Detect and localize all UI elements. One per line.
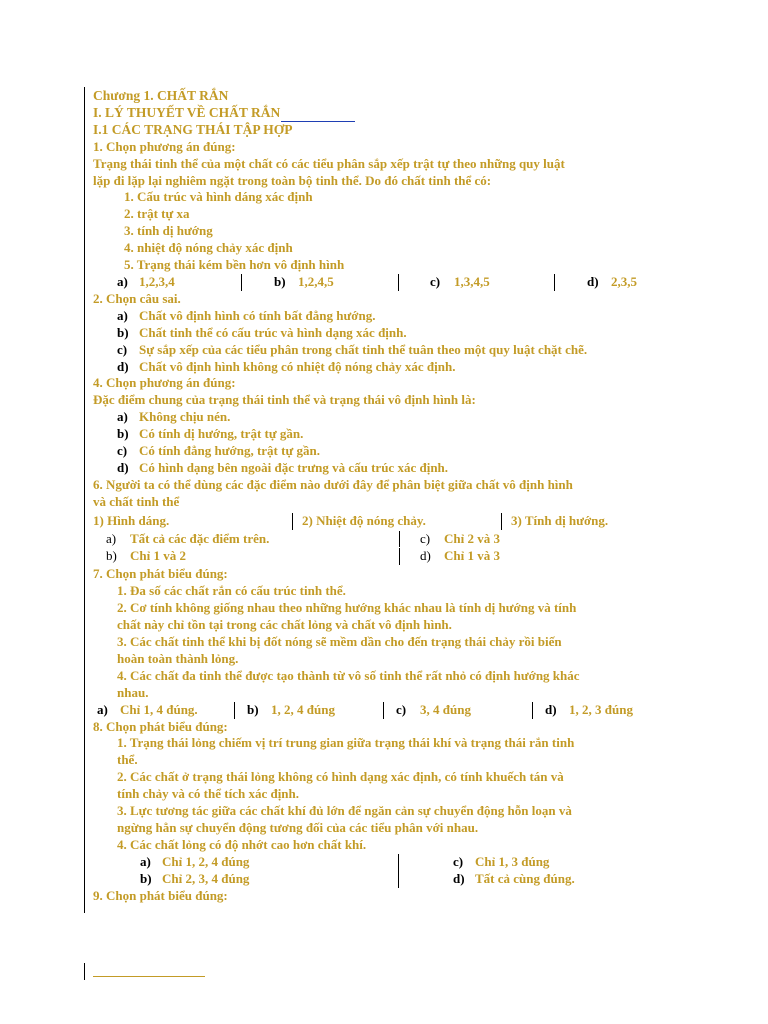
document-body: [93, 88, 683, 905]
answer-text: Không chịu nén.: [139, 409, 231, 425]
q1-answer-c[interactable]: [399, 274, 555, 291]
answer-text: Chỉ 1, 4 đúng.: [120, 701, 198, 717]
answer-label: b): [247, 701, 259, 717]
answer-text: Chất vô định hình có tính bất đẳng hướng.: [139, 307, 376, 323]
answer-text: 1,2,4,5: [298, 273, 334, 289]
q8-statement-1b: thể.: [117, 752, 138, 768]
answer-label: a): [117, 307, 128, 323]
answer-text: 3, 4 đúng: [420, 701, 471, 717]
answer-text: Chỉ 1 và 3: [444, 548, 500, 564]
answer-text: 1, 2, 4 đúng: [271, 701, 335, 717]
answer-text: Có hình dạng bên ngoài đặc trưng và cấu trúc xác định.: [139, 459, 449, 475]
answer-text: Có tính dị hướng, trật tự gần.: [139, 426, 304, 442]
answer-label: b): [274, 273, 286, 289]
q6-property-2: 2) Nhiệt độ nóng chảy.: [293, 513, 502, 530]
answer-text: Chất vô định hình không có nhiệt độ nóng chảy xác định.: [139, 358, 456, 374]
q1-item: 5. Trạng thái kém bền hơn vô định hình: [124, 257, 345, 273]
q6-answer-a[interactable]: [106, 531, 400, 548]
answer-label: d): [117, 358, 129, 374]
q8-statement-2b: tính chảy và có thể tích xác định.: [117, 786, 300, 802]
answer-text: 2,3,5: [611, 273, 637, 289]
answer-text: Sự sắp xếp của các tiểu phân trong chất tinh thể tuân theo một quy luật chặt chẽ.: [139, 341, 588, 357]
q2-answer-c[interactable]: [93, 342, 683, 359]
section-title-text: I. LÝ THUYẾT VỀ CHẤT RẮN: [93, 104, 281, 120]
q4-answer-d[interactable]: [93, 460, 683, 477]
q8-answers-row1: [93, 854, 683, 871]
q1-answers: [93, 274, 683, 291]
q8-answer-b[interactable]: [140, 871, 399, 888]
q2-answer-b[interactable]: [93, 325, 683, 342]
q1-title: 1. Chọn phương án đúng:: [93, 138, 236, 154]
q6-title-line2: và chất tinh thể: [93, 493, 180, 509]
answer-text: Tất cả các đặc điểm trên.: [130, 530, 270, 546]
answer-text: Chỉ 2, 3, 4 đúng: [162, 870, 250, 886]
q6-answers-row1: [93, 531, 683, 548]
answer-label: b): [117, 324, 129, 340]
answer-text: Chất tinh thể có cấu trúc và hình dạng xác định.: [139, 324, 407, 340]
answer-label: a): [140, 853, 151, 869]
q6-property-1: 1) Hình dáng.: [93, 513, 293, 530]
q4-text: Đặc điểm chung của trạng thái tinh thể và trạng thái vô định hình là:: [93, 392, 476, 408]
q1-item: 1. Cấu trúc và hình dáng xác định: [124, 189, 313, 205]
answer-label: a): [97, 701, 108, 717]
footnote-separator: [93, 976, 205, 977]
answer-label: d): [453, 870, 465, 886]
q7-statement-1: 1. Đa số các chất rắn có cấu trúc tinh thể.: [117, 583, 346, 599]
answer-label: d): [587, 273, 599, 289]
q8-answer-c[interactable]: [399, 854, 549, 871]
q7-answers: [97, 702, 683, 719]
answer-text: Tất cả cùng đúng.: [475, 870, 575, 886]
q7-answer-a[interactable]: [97, 702, 235, 719]
q6-answers-row2: [93, 548, 683, 565]
chapter-title: Chương 1. CHẤT RẮN: [93, 88, 229, 103]
q6-answer-b[interactable]: [106, 548, 400, 565]
answer-label: c): [430, 273, 441, 289]
q6-property-3: 3) Tính dị hướng.: [511, 512, 609, 528]
q9-title: 9. Chọn phát biểu đúng:: [93, 887, 228, 903]
answer-label: a): [106, 530, 117, 546]
q4-answer-a[interactable]: [93, 409, 683, 426]
answer-label: a): [117, 409, 128, 425]
q1-answer-b[interactable]: [242, 274, 399, 291]
subsection-title: I.1 CÁC TRẠNG THÁI TẬP HỢP: [93, 121, 293, 137]
left-margin-bar-footer: [84, 963, 85, 980]
answer-label: d): [420, 548, 431, 564]
answer-text: 1,2,3,4: [139, 273, 175, 289]
q1-answer-d[interactable]: [555, 274, 637, 291]
answer-text: Có tính đẳng hướng, trật tự gần.: [139, 443, 320, 459]
q8-statement-4: 4. Các chất lỏng có độ nhớt cao hơn chất khí.: [117, 836, 367, 852]
answer-text: Chỉ 2 và 3: [444, 530, 500, 546]
answer-label: b): [106, 548, 117, 564]
q7-statement-4b: nhau.: [117, 684, 149, 700]
q1-answer-a[interactable]: [117, 274, 242, 291]
q2-answer-d[interactable]: [93, 359, 683, 376]
q1-item: 2. trật tự xa: [124, 206, 190, 222]
answer-label: d): [545, 701, 557, 717]
answer-label: b): [140, 870, 152, 886]
section-title: [93, 105, 683, 122]
answer-label: c): [396, 701, 407, 717]
q7-answer-d[interactable]: [533, 702, 633, 719]
q8-statement-2a: 2. Các chất ở trạng thái lỏng không có hình dạng xác định, có tính khuếch tán và: [117, 769, 564, 785]
q8-statement-1a: 1. Trạng thái lỏng chiếm vị trí trung gian giữa trạng thái khí và trạng thái rắn tinh: [117, 735, 575, 751]
q1-item: 4. nhiệt độ nóng chảy xác định: [124, 240, 293, 256]
q6-answer-c[interactable]: [400, 531, 500, 548]
left-margin-bar: [84, 87, 85, 913]
answer-label: b): [117, 426, 129, 442]
answer-label: d): [117, 459, 129, 475]
q6-answer-d[interactable]: [400, 548, 500, 565]
answer-text: 1,3,4,5: [454, 273, 490, 289]
answer-text: Chỉ 1, 2, 4 đúng: [162, 853, 250, 869]
answer-text: Chỉ 1 và 2: [130, 548, 186, 564]
answer-text: Chỉ 1, 3 đúng: [475, 853, 550, 869]
q8-statement-3b: ngừng hẳn sự chuyển động tương đối của các tiểu phân với nhau.: [117, 819, 479, 835]
q1-text-line1: Trạng thái tinh thể của một chất có các tiểu phân sắp xếp trật tự theo những quy luật: [93, 155, 565, 171]
answer-label: c): [117, 443, 128, 459]
q4-answer-b[interactable]: [93, 426, 683, 443]
q8-statement-3a: 3. Lực tương tác giữa các chất khí đủ lớn để ngăn cản sự chuyển động hỗn loạn và: [117, 803, 572, 819]
q4-title: 4. Chọn phương án đúng:: [93, 375, 236, 391]
q1-text-line2: lặp đi lặp lại nghiêm ngặt trong toàn bộ tinh thể. Do đó chất tinh thể có:: [93, 172, 492, 188]
q7-answer-c[interactable]: [384, 702, 533, 719]
q8-title: 8. Chọn phát biểu đúng:: [93, 718, 228, 734]
answer-label: a): [117, 273, 128, 289]
q7-statement-2a: 2. Cơ tính không giống nhau theo những hướng khác nhau là tính dị hướng và tính: [117, 600, 577, 616]
q8-answer-a[interactable]: [140, 854, 399, 871]
q7-statement-3a: 3. Các chất tinh thể khi bị đốt nóng sẽ mềm dần cho đến trạng thái chảy rồi biến: [117, 634, 562, 649]
answer-text: 1, 2, 3 đúng: [569, 701, 633, 717]
q1-item: 3. tính dị hướng: [124, 223, 213, 239]
q8-answers-row2: [93, 871, 683, 888]
q7-statement-2b: chất này chỉ tồn tại trong các chất lỏng và chất vô định hình.: [117, 617, 452, 633]
q7-title: 7. Chọn phát biểu đúng:: [93, 566, 228, 582]
q4-answer-c[interactable]: [93, 443, 683, 460]
q2-title: 2. Chọn câu sai.: [93, 290, 181, 306]
q2-answer-a[interactable]: [93, 308, 683, 325]
q7-statement-4a: 4. Các chất đa tinh thể được tạo thành từ vô số tinh thể rất nhỏ có định hướng khác: [117, 667, 580, 683]
answer-label: c): [453, 853, 464, 869]
answer-label: c): [117, 341, 128, 357]
q6-title-line1: 6. Người ta có thể dùng các đặc điểm nào dưới đây để phân biệt giữa chất vô định hình: [93, 476, 573, 492]
answer-label: c): [420, 530, 431, 546]
q7-statement-3b: hoàn toàn thành lỏng.: [117, 650, 239, 666]
q7-answer-b[interactable]: [235, 702, 384, 719]
q8-answer-d[interactable]: [399, 871, 575, 888]
section-underline: [281, 107, 355, 122]
q6-properties: [93, 513, 683, 530]
